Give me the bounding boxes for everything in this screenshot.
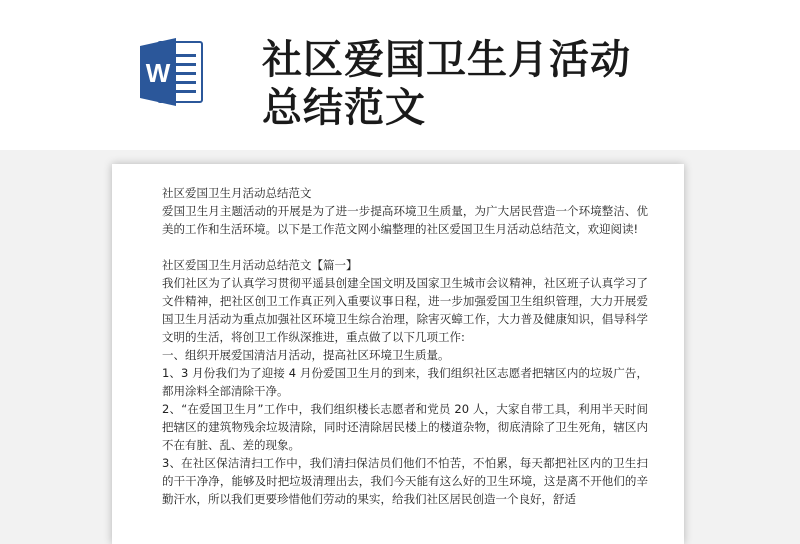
section-title: 社区爱国卫生月活动总结范文【篇一】 — [162, 258, 358, 272]
list-item: 1、3 月份我们为了迎接 4 月份爱国卫生月的到来，我们组织社区志愿者把辖区内的垃圾广告，都用涂料全部清除干净。 — [162, 366, 648, 398]
header — [0, 0, 800, 150]
list-item: 2、“在爱国卫生月”工作中，我们组织楼长志愿者和党员 20 人，大家自带工具，利用半天时间把辖区的建筑物残余垃圾清除，同时还清除居民楼上的楼道杂物，彻底清除了卫生死角，辖区内不在有脏、乱、差的现象。 — [162, 402, 648, 452]
list-item: 3、在社区保洁清扫工作中，我们清扫保洁员们他们不怕苦，不怕累，每天都把社区内的卫生扫的干干净净，能够及时把垃圾清理出去，我们今天能有这么好的卫生环境，这是离不开他们的辛勤汗水，所以我们更要珍惜他们劳动的果实，给我们社区居民创造一个良好，舒适 — [162, 456, 648, 506]
page-title — [262, 36, 782, 132]
document-content — [162, 184, 648, 508]
paragraph: 我们社区为了认真学习贯彻平遥县创建全国文明及国家卫生城市会议精神，社区班子认真学习了文件精神，把社区创卫工作真正列入重要议事日程，进一步加强爱国卫生组织管理，大力开展爱国卫生月活动为重点加强社区环境卫生综合治理，除害灭蟑工作，大力普及健康知识，倡导科学文明的生活，将创卫工作纵深推进，重点做了以下几项工作: — [162, 276, 648, 344]
document-page — [112, 164, 684, 544]
paragraph-gap — [162, 238, 648, 256]
list-item: 一、组织开展爱国清洁月活动，提高社区环境卫生质量。 — [162, 348, 450, 362]
document-heading: 社区爱国卫生月活动总结范文 — [162, 186, 312, 200]
title-line-1: 社区爱国卫生月活动 — [262, 37, 631, 83]
word-icon-letter: W — [145, 58, 171, 88]
document-intro: 爱国卫生月主题活动的开展是为了进一步提高环境卫生质量，为广大居民营造一个环境整洁、优美的工作和生活环境。以下是工作范文网小编整理的社区爱国卫生月活动总结范文，欢迎阅读! — [162, 204, 648, 236]
title-line-2: 总结范文 — [262, 85, 426, 131]
word-document-icon — [140, 36, 204, 108]
